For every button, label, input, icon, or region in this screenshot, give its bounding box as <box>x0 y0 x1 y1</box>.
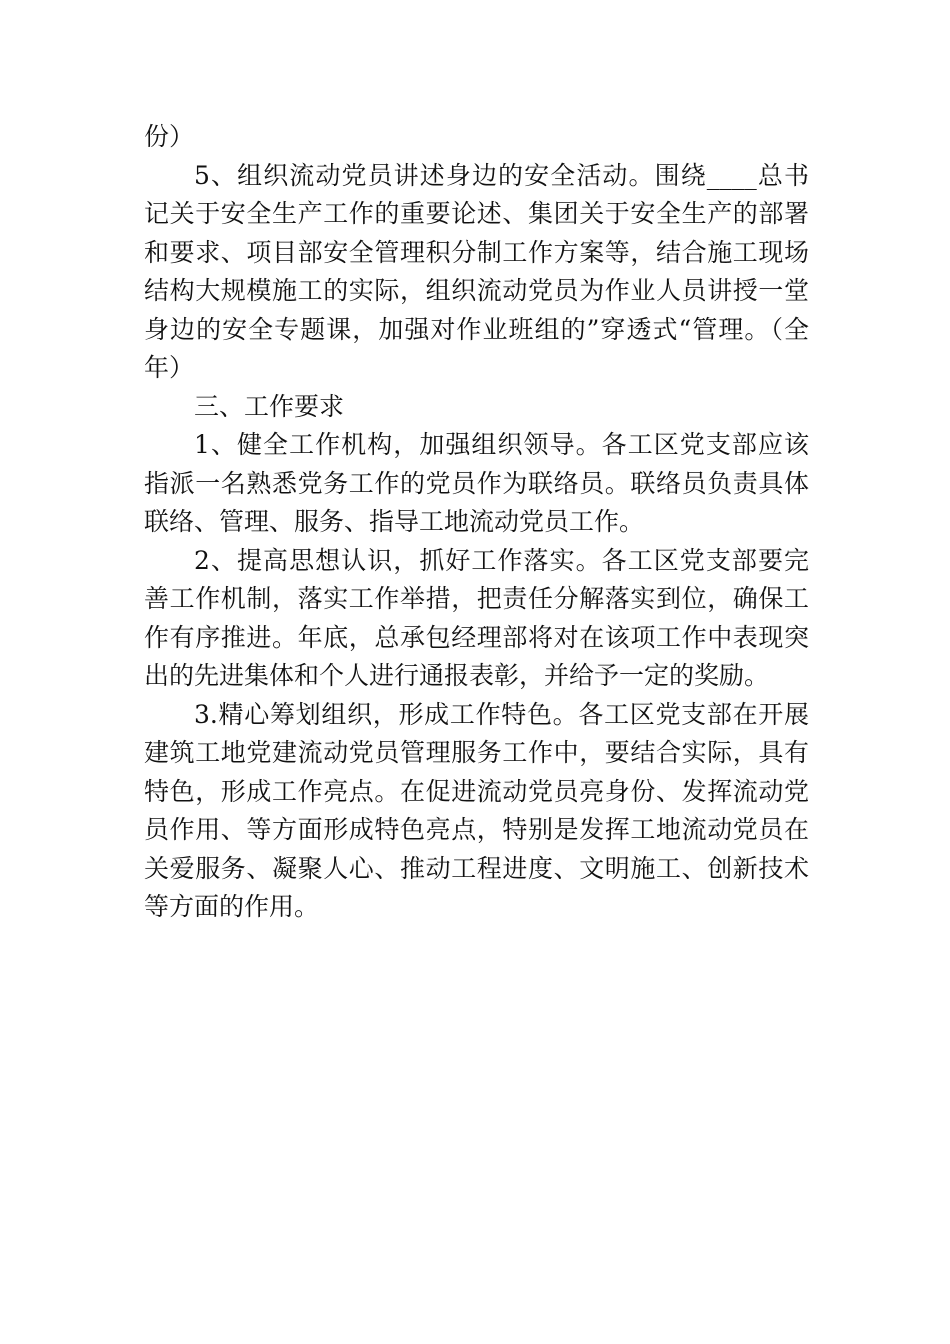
document-page <box>144 118 809 927</box>
paragraph-requirement-1: 1、健全工作机构，加强组织领导。各工区党支部应该指派一名熟悉党务工作的党员作为联络员。联络员负责具体联络、管理、服务、指导工地流动党员工作。 <box>144 430 809 536</box>
paragraph-continuation: 份） <box>144 122 195 151</box>
paragraph-requirement-3: 3.精心筹划组织，形成工作特色。各工区党支部在开展建筑工地党建流动党员管理服务工作中，要结合实际，具有特色，形成工作亮点。在促进流动党员亮身份、发挥流动党员作用、等方面形成特色亮点，特别是发挥工地流动党员在关爱服务、凝聚人心、推动工程进度、文明施工、创新技术等方面的作用。 <box>144 699 809 921</box>
section-heading-work-requirements: 三、工作要求 <box>194 391 345 421</box>
paragraph-item-5: 5、组织流动党员讲述身边的安全活动。围绕____总书记关于安全生产工作的重要论述、集团关于安全生产的部署和要求、项目部安全管理积分制工作方案等，结合施工现场结构大规模施工的实际，组织流动党员为作业人员讲授一堂身边的安全专题课，加强对作业班组的”穿透式“管理。（全年） <box>144 160 809 382</box>
paragraph-requirement-2: 2、提高思想认识，抓好工作落实。各工区党支部要完善工作机制，落实工作举措，把责任分解落实到位，确保工作有序推进。年底，总承包经理部将对在该项工作中表现突出的先进集体和个人进行通报表彰，并给予一定的奖励。 <box>144 545 809 690</box>
